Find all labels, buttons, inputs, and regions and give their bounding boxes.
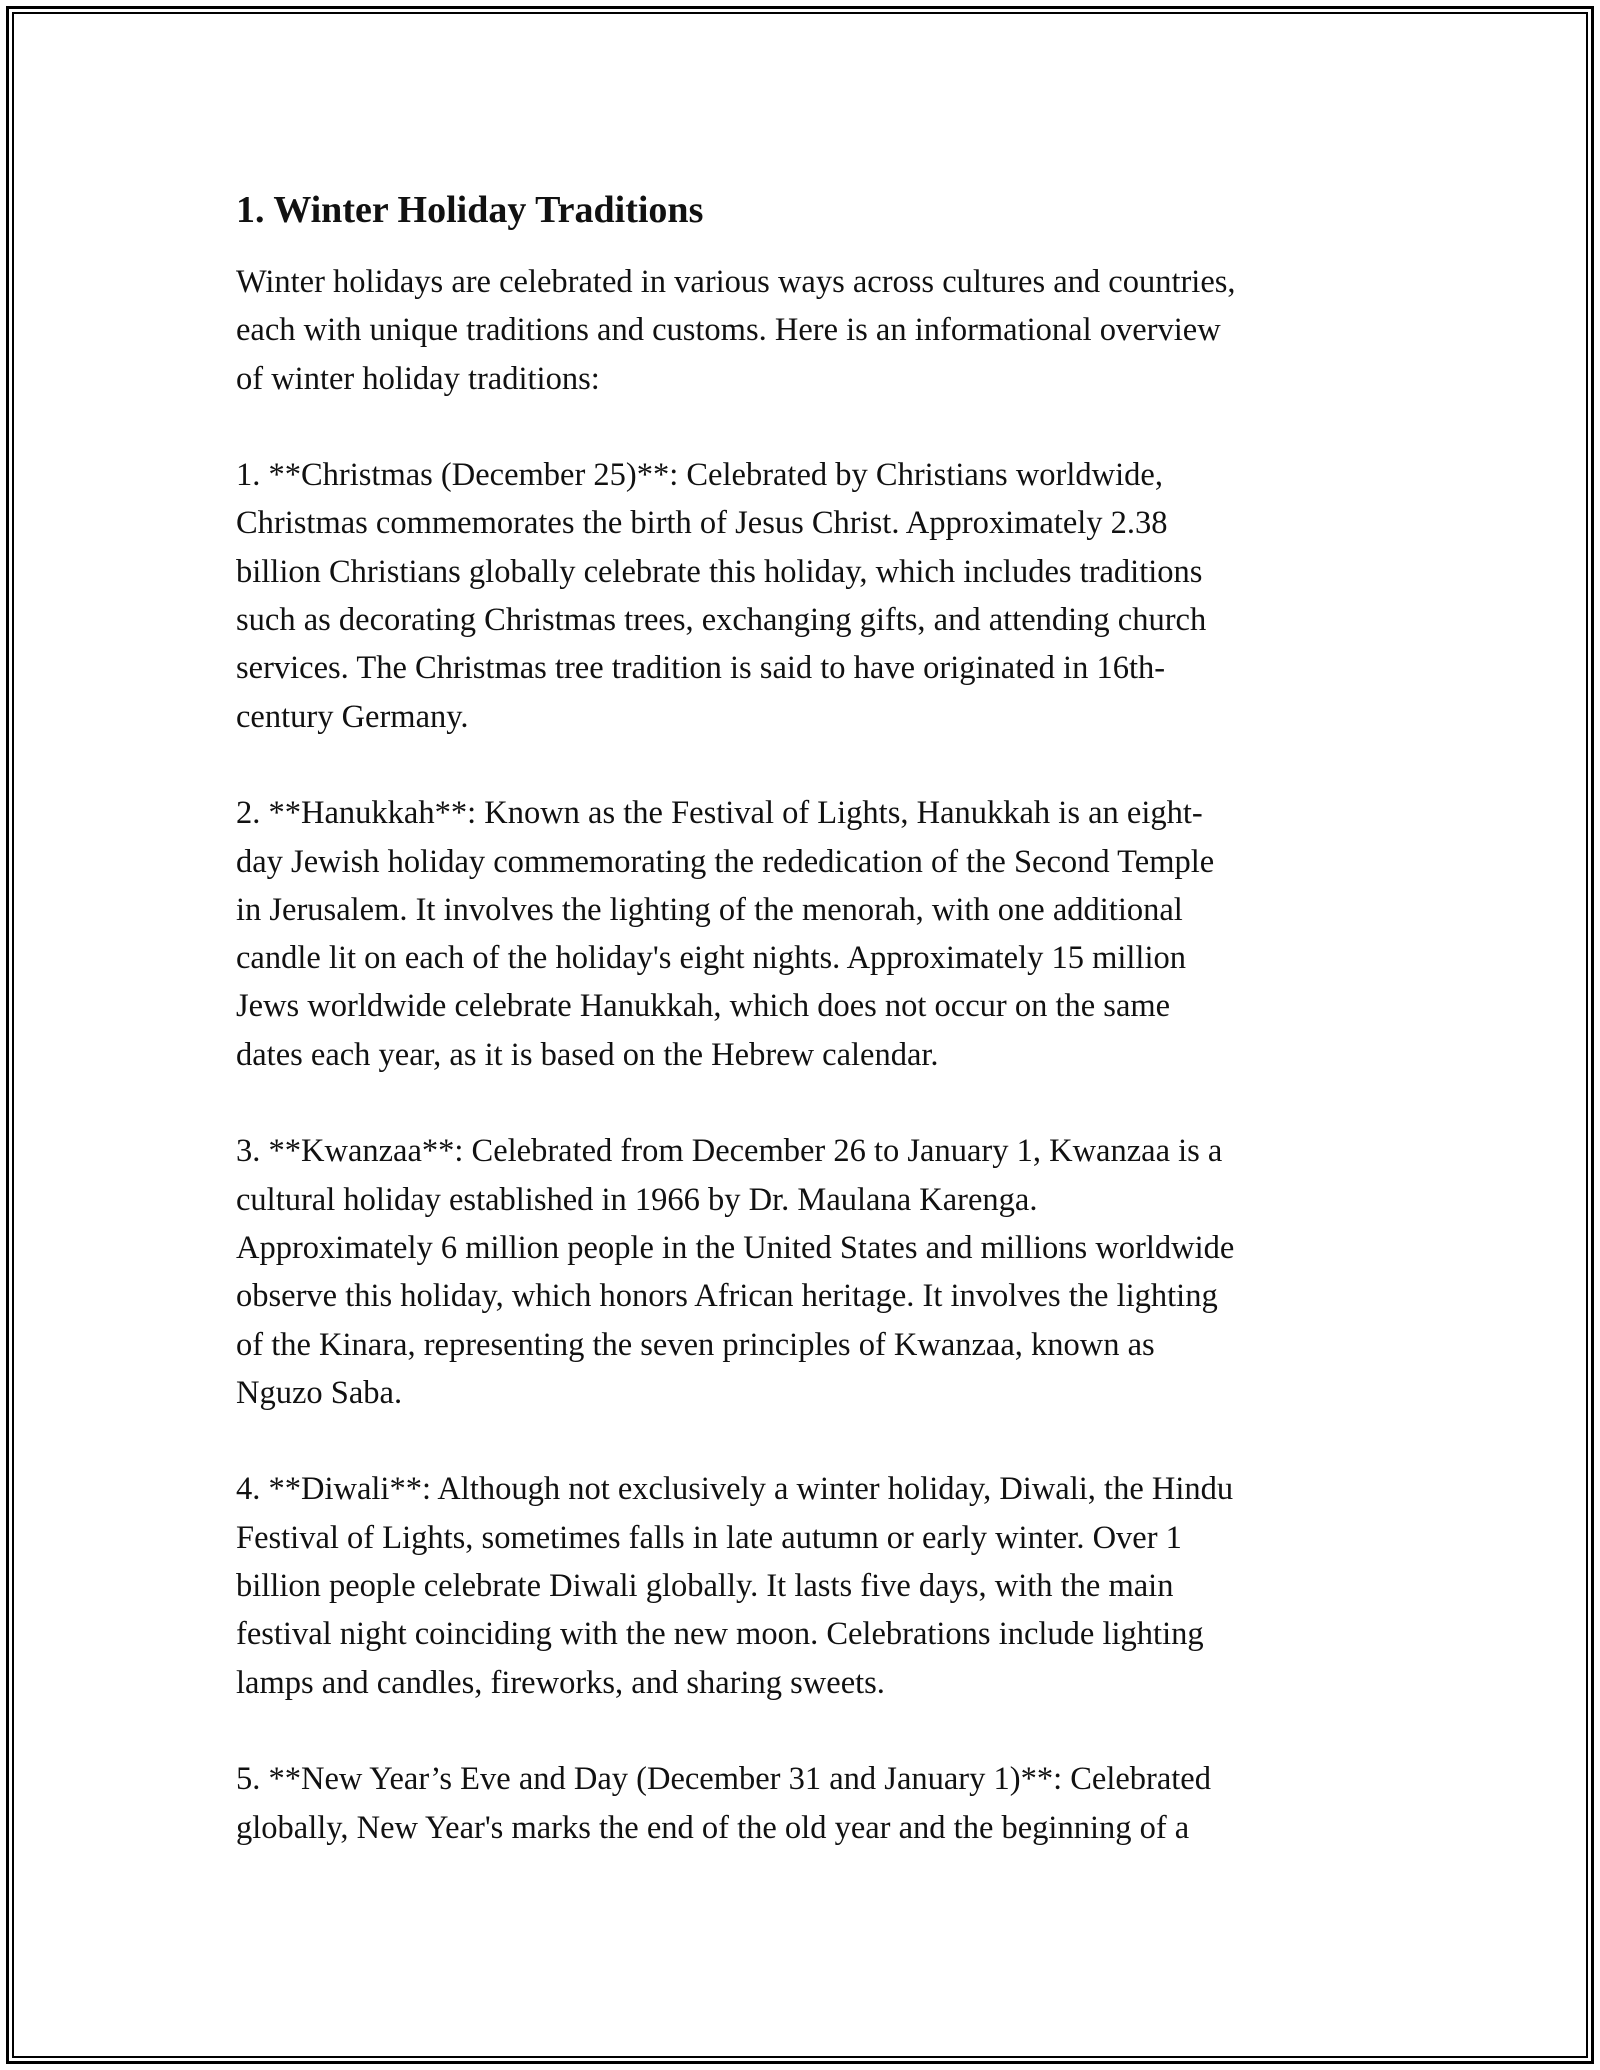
text-line: 5. **New Year’s Eve and Day (December 31 and January 1)**: Celebrated bbox=[236, 1761, 1211, 1798]
text-line: services. The Christmas tree tradition is said to have originated in 16th- bbox=[236, 650, 1166, 687]
text-line: of winter holiday traditions: bbox=[236, 360, 600, 397]
text-line: Festival of Lights, sometimes falls in late autumn or early winter. Over 1 bbox=[236, 1519, 1182, 1556]
text-line: observe this holiday, which honors African heritage. It involves the lighting bbox=[236, 1278, 1218, 1315]
text-line: day Jewish holiday commemorating the rededication of the Second Temple bbox=[236, 843, 1215, 880]
text-line: 1. **Christmas (December 25)**: Celebrated by Christians worldwide, bbox=[236, 457, 1163, 494]
text-line: festival night coinciding with the new moon. Celebrations include lighting bbox=[236, 1616, 1204, 1653]
page-title: 1. Winter Holiday Traditions bbox=[236, 189, 704, 231]
text-line: century Germany. bbox=[236, 698, 469, 735]
text-line: billion Christians globally celebrate this holiday, which includes traditions bbox=[236, 553, 1203, 590]
christmas-paragraph bbox=[236, 451, 1376, 741]
hanukkah-paragraph bbox=[236, 789, 1376, 1079]
text-line: Jews worldwide celebrate Hanukkah, which does not occur on the same bbox=[236, 988, 1171, 1025]
text-line: such as decorating Christmas trees, exchanging gifts, and attending church bbox=[236, 602, 1207, 639]
text-line: Approximately 6 million people in the United States and millions worldwide bbox=[236, 1229, 1235, 1266]
text-line: Nguzo Saba. bbox=[236, 1374, 403, 1411]
text-line: Winter holidays are celebrated in various ways across cultures and countries, bbox=[236, 264, 1236, 300]
text-line: 2. **Hanukkah**: Known as the Festival of Lights, Hanukkah is an eight- bbox=[236, 795, 1203, 832]
kwanzaa-paragraph bbox=[236, 1127, 1376, 1417]
text-line: in Jerusalem. It involves the lighting of the menorah, with one additional bbox=[236, 891, 1183, 928]
text-line: 4. **Diwali**: Although not exclusively a winter holiday, Diwali, the Hindu bbox=[236, 1471, 1234, 1508]
text-line: of the Kinara, representing the seven principles of Kwanzaa, known as bbox=[236, 1326, 1155, 1363]
text-line: billion people celebrate Diwali globally. It lasts five days, with the main bbox=[236, 1568, 1174, 1605]
text-line: lamps and candles, fireworks, and sharing sweets. bbox=[236, 1664, 885, 1701]
new-year-paragraph bbox=[236, 1755, 1376, 1852]
text-line: candle lit on each of the holiday's eight nights. Approximately 15 million bbox=[236, 940, 1186, 977]
diwali-paragraph bbox=[236, 1465, 1376, 1706]
text-line: each with unique traditions and customs. Here is an informational overview bbox=[236, 312, 1221, 349]
text-line: cultural holiday established in 1966 by Dr. Maulana Karenga. bbox=[236, 1181, 1038, 1218]
text-line: dates each year, as it is based on the Hebrew calendar. bbox=[236, 1036, 939, 1073]
document-body bbox=[236, 186, 1376, 1900]
text-line: 3. **Kwanzaa**: Celebrated from December 26 to January 1, Kwanzaa is a bbox=[236, 1133, 1223, 1170]
intro-paragraph bbox=[236, 258, 1376, 403]
text-line: globally, New Year's marks the end of the old year and the beginning of a bbox=[236, 1809, 1190, 1846]
text-line: Christmas commemorates the birth of Jesus Christ. Approximately 2.38 bbox=[236, 505, 1168, 542]
